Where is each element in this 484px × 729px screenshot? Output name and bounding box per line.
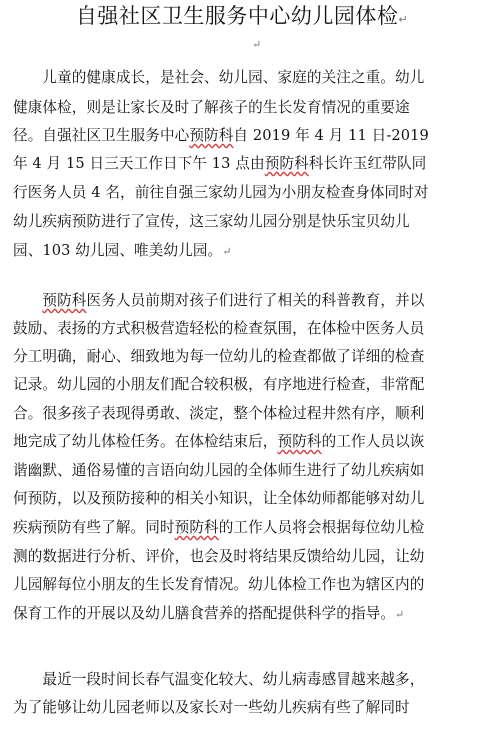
body-line (13, 208, 473, 236)
body-line (13, 428, 473, 456)
body-line (13, 457, 473, 485)
text-run: 何预防，以及预防接种的相关小知识，让全体幼师都能够对幼儿 (13, 490, 425, 507)
title-text: 自强社区卫生服务中心幼儿园体检 (75, 4, 399, 28)
text-run: 为了能够让幼儿园老师以及家长对一些幼儿疾病有些了解同时 (13, 699, 410, 716)
body-line (13, 237, 473, 265)
text-run: 地完成了幼儿体检任务。在体检结束后， (13, 433, 278, 450)
body-line (13, 371, 473, 399)
text-run: 径。自强社区卫生服务中心 (13, 127, 190, 144)
body-line (13, 287, 473, 315)
text-run: 科长许玉红带队同 (308, 155, 427, 172)
text-run: 疾病预防有些了解。同时 (13, 519, 175, 536)
text-run: 鼓励、表扬的方式积极营造轻松的检查氛围，在体检中医务人员 (13, 320, 425, 337)
text-run: 园、103 幼儿园、唯美幼儿园。 (13, 242, 223, 259)
paragraph-mark-icon: ↵ (398, 13, 409, 26)
text-run: 测的数据进行分析、评价，也会及时将结果反馈给幼儿园，让幼 (13, 548, 425, 565)
text-run: 儿童的健康成长，是社会、幼儿园、家庭的关注之重。幼儿 (13, 69, 425, 86)
body-line (13, 122, 473, 150)
spellcheck-word: 预防科 (264, 155, 309, 172)
text-run: 行医务人员 4 名，前往自强三家幼儿园为小朋友检查身体同时对 (13, 184, 429, 201)
body-line (13, 64, 473, 92)
body-line (13, 694, 473, 722)
document-title (0, 2, 484, 34)
text-run: 健康体检，则是让家长及时了解孩子的生长发育情况的重要途 (13, 99, 410, 116)
blank-line-mark: ↵ (252, 38, 262, 51)
spellcheck-word: 预防科 (189, 127, 234, 144)
body-line (13, 94, 473, 122)
body-line (13, 485, 473, 513)
text-run: 年 4 月 15 日三天工作日下午 13 点由 (13, 155, 265, 172)
text-run (13, 292, 42, 309)
paragraph-mark-icon: ↵ (222, 245, 232, 258)
body-line (13, 315, 473, 343)
text-run: 的工作人员以诙 (321, 433, 425, 450)
text-run: 幼儿疾病预防进行了宣传，这三家幼儿园分别是快乐宝贝幼儿 (13, 213, 410, 230)
text-run: 谐幽默、通俗易懂的言语向幼儿园的全体师生进行了幼儿疾病如 (13, 462, 425, 479)
body-line (13, 600, 473, 628)
body-line (13, 571, 473, 599)
spellcheck-word: 预防科 (277, 433, 322, 450)
body-line (13, 514, 473, 542)
text-run: 最近一段时间长春气温变化较大、幼儿病毒感冒越来越多， (13, 671, 425, 688)
paragraph-mark-icon: ↵ (395, 608, 405, 621)
body-line (13, 179, 473, 207)
text-run: 的工作人员将会根据每位幼儿检 (218, 519, 425, 536)
body-line (13, 400, 473, 428)
text-run: 记录。幼儿园的小朋友们配合较积极，有序地进行检查，非常配 (13, 376, 425, 393)
text-run: 合。很多孩子表现得勇敢、淡定，整个体检过程井然有序，顺利 (13, 405, 425, 422)
spellcheck-word: 预防科 (174, 519, 219, 536)
text-run: 医务人员前期对孩子们进行了相关的科普教育，并以 (86, 292, 425, 309)
body-line (13, 343, 473, 371)
text-run: 分工明确，耐心、细致地为每一位幼儿的检查都做了详细的检查 (13, 348, 425, 365)
text-run: 保育工作的开展以及幼儿膳食营养的搭配提供科学的指导。 (13, 605, 396, 622)
body-line (13, 543, 473, 571)
text-run: 自 2019 年 4 月 11 日-2019 (233, 127, 429, 144)
body-line (13, 150, 473, 178)
spellcheck-word: 预防科 (42, 292, 87, 309)
text-run: 儿园解每位小朋友的生长发育情况。幼儿体检工作也为辖区内的 (13, 576, 425, 593)
body-line (13, 666, 473, 694)
